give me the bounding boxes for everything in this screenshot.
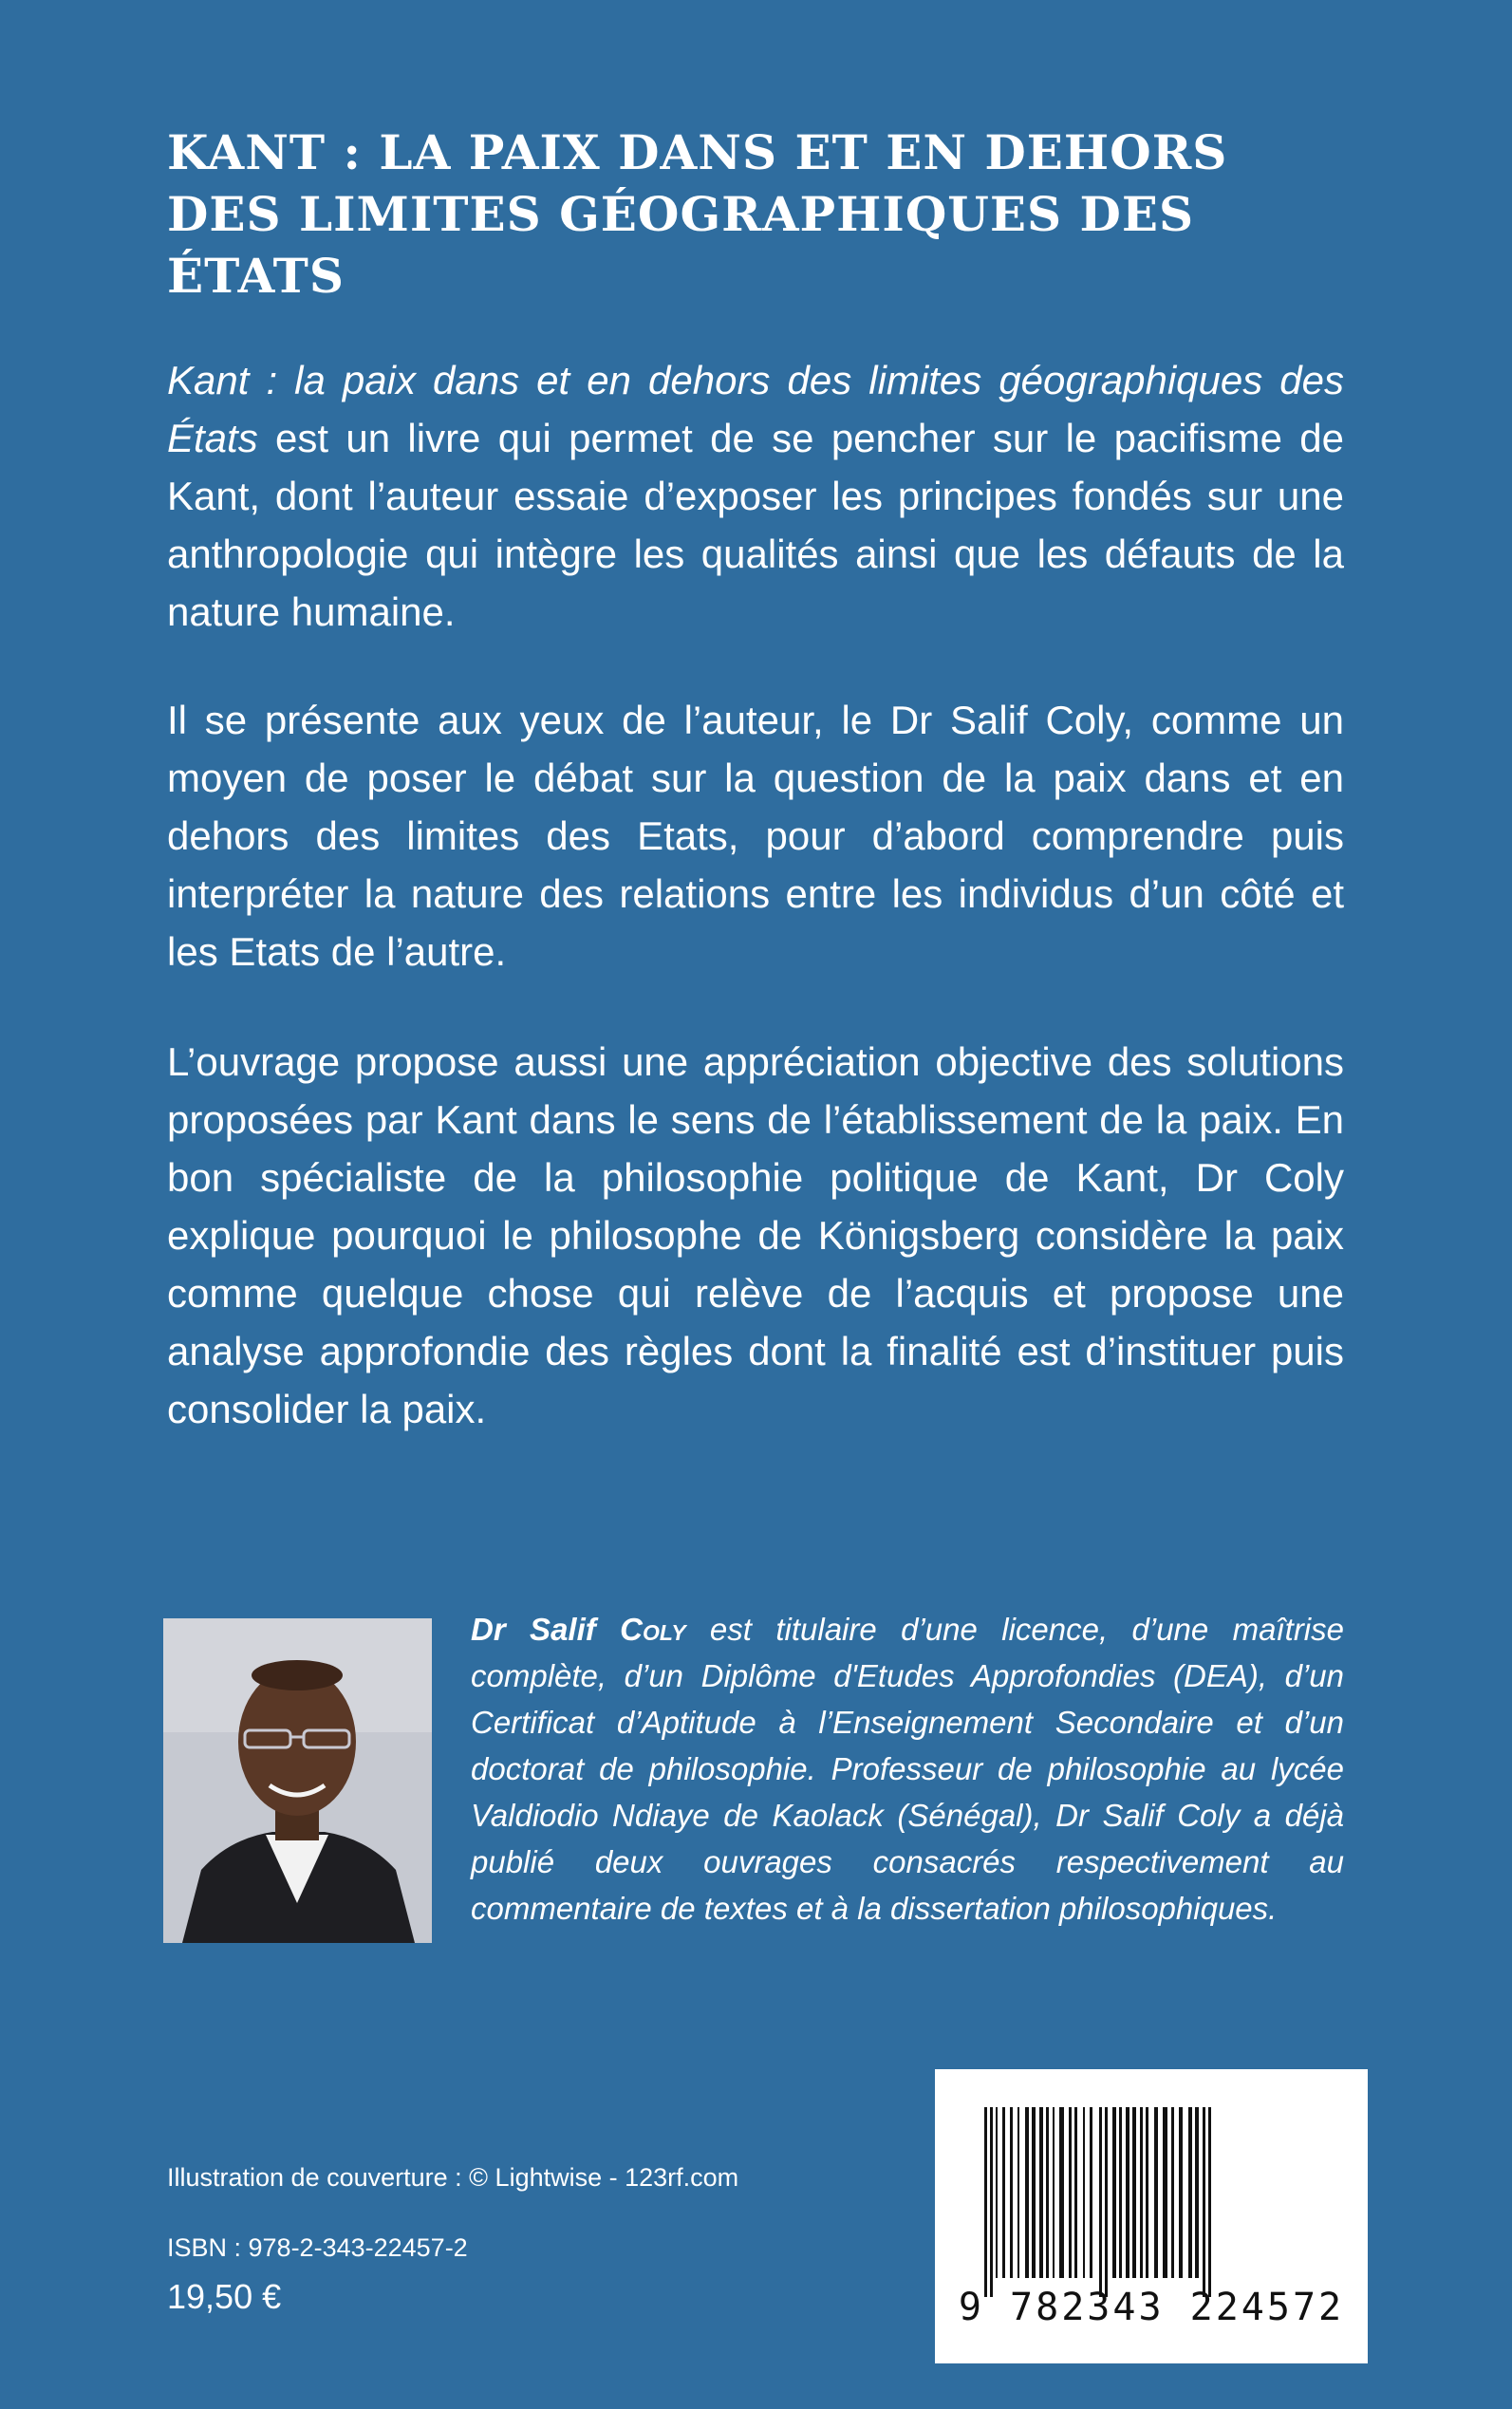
barcode-bar <box>1105 2107 1108 2297</box>
barcode-bar <box>1032 2107 1036 2278</box>
barcode-bar <box>1083 2107 1085 2278</box>
barcode-bar <box>1074 2107 1077 2278</box>
book-title <box>167 121 1363 307</box>
description-paragraph-1 <box>167 351 1344 641</box>
barcode-bar <box>1126 2107 1129 2278</box>
barcode-bar <box>1146 2107 1148 2278</box>
barcode-bar <box>1002 2107 1005 2278</box>
barcode-bar <box>1119 2107 1122 2278</box>
barcode-bar <box>1132 2107 1136 2278</box>
author-photo <box>163 1618 432 1943</box>
illustration-credit: Illustration de couverture : © Lightwise - 123rf.com <box>167 2163 739 2192</box>
barcode-bar <box>1059 2107 1064 2278</box>
barcode-bar <box>1140 2107 1143 2278</box>
author-bio-text: est titulaire d’une licence, d’une maîtrise complète, d’un Diplôme d'Etudes Approfondies (DEA), d’un Certificat d’Aptitude à l’Enseignement Secondaire et d’un doctorat de philosophie. Professeur de philosophie au lycée Valdiodio Ndiaye de Kaolack (Sénégal), Dr Salif Coly a déjà publié deux ouvrages consacrés respectivement au commentaire de textes et à la dissertation philosophiques. <box>471 1612 1344 1926</box>
barcode-bar <box>984 2107 987 2297</box>
price: 19,50 € <box>167 2277 282 2316</box>
description-paragraph-3: L’ouvrage propose aussi une appréciation objective des solutions proposées par Kant dans le sens de l’établissement de la paix. En bon spécialiste de la philosophie politique de Kant, Dr Coly explique pourquoi le philosophe de Königsberg considère la paix comme quelque chose qui relève de l’acquis et propose une analyse approfondie des règles dont la finalité est d’instituer puis consolider la paix. <box>167 1039 1344 1431</box>
barcode-bar <box>996 2107 998 2278</box>
barcode-bar <box>1203 2107 1205 2297</box>
barcode-bar <box>1046 2107 1049 2278</box>
author-name-last: Coly <box>620 1612 686 1647</box>
barcode-bar <box>990 2107 993 2297</box>
author-name <box>471 1612 686 1647</box>
barcode-bar <box>1195 2107 1199 2278</box>
barcode-bar <box>1208 2107 1211 2297</box>
author-portrait-icon <box>163 1618 432 1943</box>
description-paragraph-1-text: est un livre qui permet de se pencher sur le pacifisme de Kant, dont l’auteur essaie d’exposer les principes fondés sur une anthropologie qui intègre les qualités ainsi que les défauts de la nature humaine. <box>167 416 1344 634</box>
barcode-bar <box>1154 2107 1158 2278</box>
book-title-italic: Kant : la paix dans et en dehors des limites géographiques des États <box>167 358 1344 460</box>
isbn: ISBN : 978-2-343-22457-2 <box>167 2233 468 2262</box>
author-bio <box>471 1606 1344 1932</box>
barcode-bar <box>1171 2107 1174 2278</box>
barcode-digits: 9 782343 224572 <box>958 2286 1345 2329</box>
description-paragraph-2: Il se présente aux yeux de l’auteur, le Dr Salif Coly, comme un moyen de poser le débat sur la question de la paix dans et en dehors des limites des Etats, pour d’abord comprendre puis interpréter la nature des relations entre les individus d’un côté et les Etats de l’autre. <box>167 698 1344 974</box>
book-title-line-2: DES LIMITES GÉOGRAPHIQUES DES ÉTATS <box>167 186 1195 304</box>
barcode-bar <box>1053 2107 1055 2278</box>
barcode-bar <box>1099 2107 1102 2297</box>
barcode-bar <box>1025 2107 1029 2278</box>
barcode-bar <box>1010 2107 1013 2278</box>
barcode-bar <box>1163 2107 1167 2278</box>
barcode-bar <box>1017 2107 1019 2278</box>
barcode-bar <box>1039 2107 1043 2278</box>
barcode-bar <box>1069 2107 1072 2278</box>
barcode-bar <box>1112 2107 1116 2278</box>
author-name-first: Dr Salif <box>471 1612 621 1647</box>
book-title-line-1: KANT : LA PAIX DANS ET EN DEHORS <box>167 124 1228 180</box>
barcode-bar <box>1179 2107 1183 2278</box>
barcode <box>935 2069 1368 2363</box>
barcode-bar <box>1188 2107 1192 2278</box>
barcode-bar <box>1090 2107 1092 2278</box>
